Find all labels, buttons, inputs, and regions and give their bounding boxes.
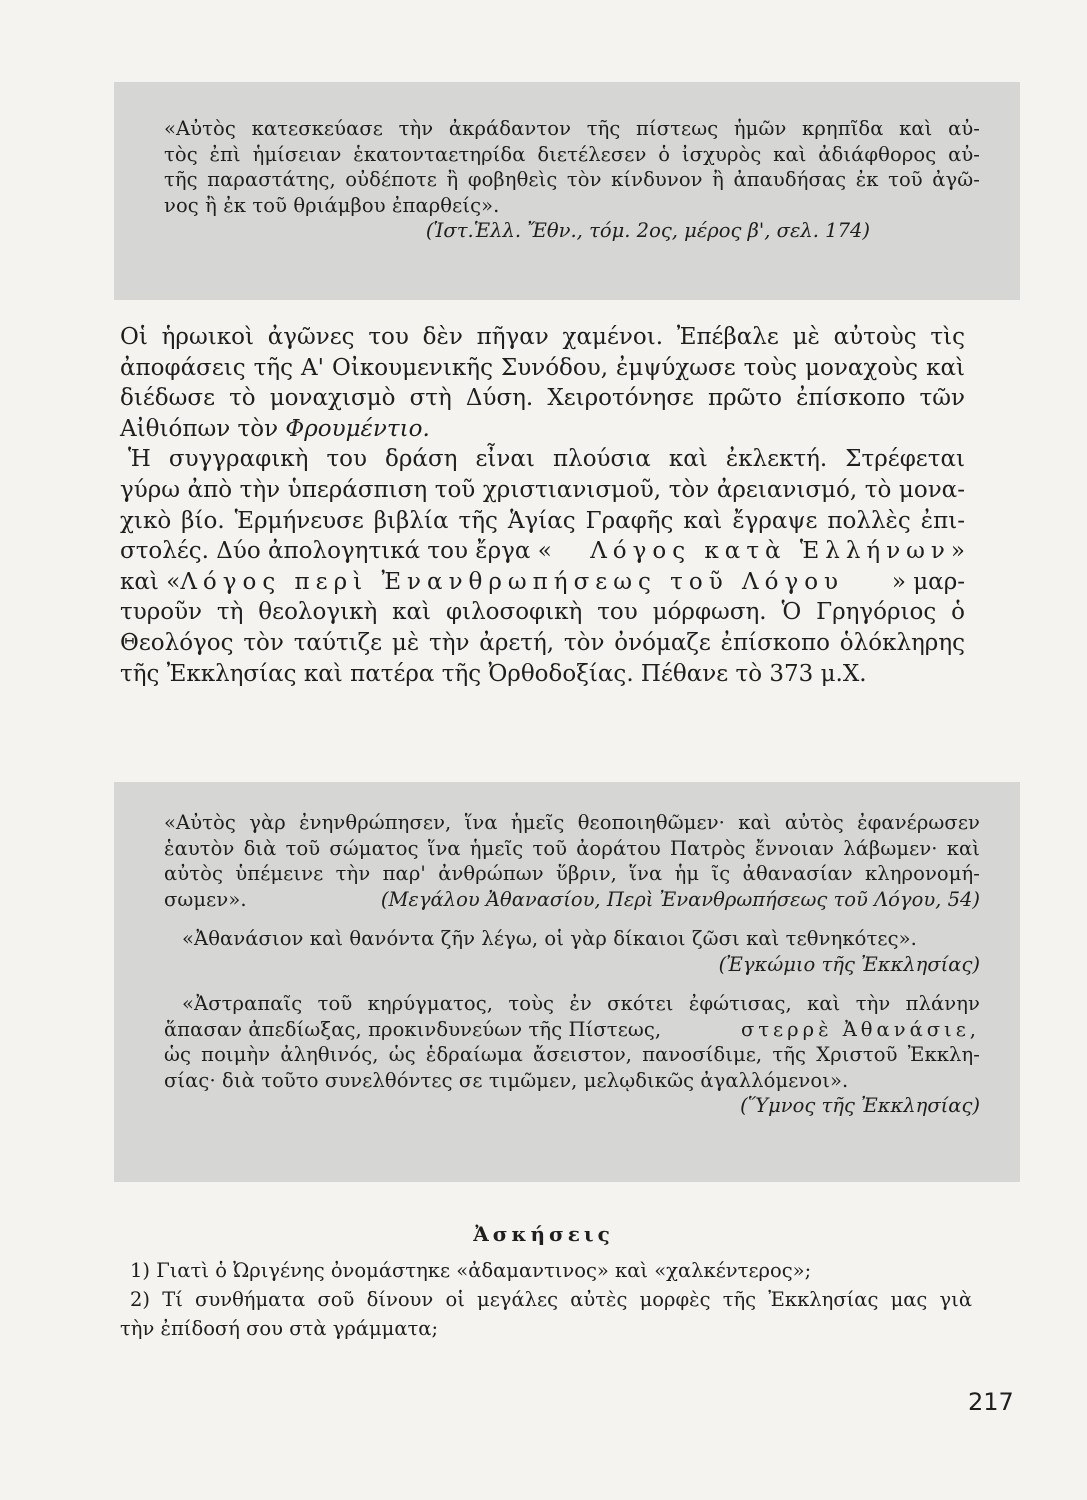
exercise-item: 2) Τί συνθήματα σοῦ δίνουν οἱ μεγάλες αὐτὲς μορφὲς τῆς Ἐκκλησίας μας γιὰ	[130, 1288, 972, 1311]
quote-source: (Ὕμνος τῆς Ἐκκλησίας)	[740, 1094, 980, 1117]
exercise-item: 1) Γιατὶ ὁ Ὠριγένης ὀνομάστηκε «ἀδαμαντινος» καὶ «χαλκέντερος»;	[130, 1259, 812, 1282]
body-line: χικὸ βίο. Ἑρμήνευσε βιβλία τῆς Ἁγίας Γραφῆς καὶ ἔγραψε πολλὲς ἐπι-	[120, 507, 965, 534]
emphasis-name: Φρουμέντιο.	[285, 415, 430, 442]
body-line: τῆς Ἐκκλησίας καὶ πατέρα τῆς Ὀρθοδοξίας. Πέθανε τὸ 373 μ.Χ.	[120, 660, 867, 687]
page-number: 217	[968, 1388, 1014, 1416]
quote-encomium	[164, 926, 980, 977]
body-line: Οἱ ἡρωικοὶ ἀγῶνες του δὲν πῆγαν χαμένοι. Ἐπέβαλε μὲ αὐτοὺς τὶς	[120, 324, 965, 350]
body-line	[120, 567, 965, 598]
quote-line: «Αὐτὸς γὰρ ἐνηνθρώπησεν, ἵνα ἡμεῖς θεοποιηθῶμεν· καὶ αὐτὸς ἐφανέρωσεν	[164, 811, 980, 834]
body-line: Θεολόγος τὸν ταύτιζε μὲ τὴν ἀρετή, τὸν ὀνόμαζε ἐπίσκοπο ὁλόκληρης	[120, 629, 965, 656]
quote-line: νος ἢ ἐκ τοῦ θριάμβου ἐπαρθείς».	[164, 193, 500, 217]
body-text-segment: στολές. Δύο ἀπολογητικά του ἔργα «	[120, 538, 552, 565]
quote-line: σωμεν».	[164, 887, 247, 911]
quote-hymn	[164, 991, 980, 1119]
exercises-list	[120, 1256, 972, 1343]
quote-line: τῆς παραστάτης, οὐδέποτε ἢ φοβηθεὶς τὸν κίνδυνον ἢ ἀπαυδήσας ἐκ τοῦ ἀγῶ-	[164, 168, 980, 191]
quote-line: αὐτὸς ὑπέμεινε τὴν παρ' ἀνθρώπων ὕβριν, ἵνα ἡμ ῖς ἀθανασίαν κληρονομή-	[164, 862, 980, 885]
body-text-segment: καὶ «	[120, 568, 181, 595]
quote-line: ὡς ποιμὴν ἀληθινός, ὡς ἑδραίωμα ἄσειστον, πανοσίδιμε, τῆς Χριστοῦ Ἐκκλη-	[164, 1043, 980, 1066]
quote-athanasius-incarnation	[164, 810, 980, 912]
quote-line: «Ἀθανάσιον καὶ θανόντα ζῆν λέγω, οἱ γὰρ δίκαιοι ζῶσι καὶ τεθνηκότες».	[182, 927, 917, 950]
quote-line: τὸς ἐπὶ ἡμίσειαν ἑκατονταετηρίδα διετέλεσεν ὁ ἰσχυρὸς καὶ ἀδιάφθορος αὐ-	[164, 142, 980, 166]
quote-box-athanasius-quotes	[114, 782, 1020, 1182]
spaced-work-title: Λόγος περὶ Ἐνανθρωπήσεως τοῦ Λόγου	[180, 568, 845, 595]
body-line: τυροῦν τὴ θεολογικὴ καὶ φιλοσοφικὴ του μόρφωση. Ὁ Γρηγόριος ὁ	[120, 599, 965, 626]
quote-source: (Ἐγκώμιο τῆς Ἐκκλησίας)	[718, 952, 980, 976]
main-paragraphs	[120, 322, 965, 689]
body-text-segment: » μαρ-	[891, 568, 965, 595]
quote-line	[164, 1017, 980, 1043]
body-text-segment: »	[950, 538, 965, 565]
quote-line: σίας· διὰ τοῦτο συνελθόντες σε τιμῶμεν, μελῳδικῶς ἀγαλλόμενοι».	[164, 1068, 849, 1092]
body-line: διέδωσε τὸ μοναχισμὸ στὴ Δύση. Χειροτόνησε πρῶτο ἐπίσκοπο τῶν	[120, 385, 965, 412]
body-line: ἀποφάσεις τῆς Α' Οἰκουμενικῆς Συνόδου, ἐμψύχωσε τοὺς μοναχοὺς καὶ	[120, 354, 965, 381]
body-line	[120, 536, 965, 567]
quote-line: «Ἀστραπαῖς τοῦ κηρύγματος, τοὺς ἐν σκότει ἐφώτισας, καὶ τὴν πλάνην	[182, 992, 980, 1015]
quote-box-athanasius-history	[114, 82, 1020, 300]
spaced-work-title: Λόγος κατὰ Ἑλλήνων	[590, 538, 951, 565]
quote-line: «Αὐτὸς κατεσκεύασε τὴν ἀκράδαντον τῆς πίστεως ἡμῶν κρηπῖδα καὶ αὐ-	[164, 117, 980, 140]
quote-last-line	[164, 887, 980, 913]
exercise-item-continuation: τὴν ἐπίδοσή σου στὰ γράμματα;	[120, 1317, 439, 1340]
quote-source: (Ἱστ.Ἑλλ. Ἔθν., τόμ. 2ος, μέρος β', σελ. 174)	[425, 219, 870, 242]
body-line	[120, 414, 965, 445]
body-line: γύρω ἀπὸ τὴν ὑπεράσπιση τοῦ χριστιανισμοῦ, τὸν ἀρειανισμό, τὸ μονα-	[120, 476, 965, 503]
body-text-segment: Αἰθιόπων τὸν	[120, 415, 279, 442]
spaced-invocation: στερρὲ Ἀθανάσιε,	[740, 1017, 980, 1041]
quote-text-segment: ἅπασαν ἀπεδίωξας, προκινδυνεύων τῆς Πίστεως,	[164, 1017, 662, 1041]
quote-line: ἑαυτὸν διὰ τοῦ σώματος ἵνα ἡμεῖς τοῦ ἀοράτου Πατρὸς ἔννοιαν λάβωμεν· καὶ	[164, 836, 980, 860]
quote-source: (Μεγάλου Ἀθανασίου, Περὶ Ἐνανθρωπήσεως τοῦ Λόγου, 54)	[380, 887, 980, 911]
body-line: Ἡ συγγραφικὴ του δράση εἶναι πλούσια καὶ ἐκλεκτή. Στρέφεται	[128, 446, 965, 473]
exercises-title: Ἀσκήσεις	[473, 1222, 614, 1246]
